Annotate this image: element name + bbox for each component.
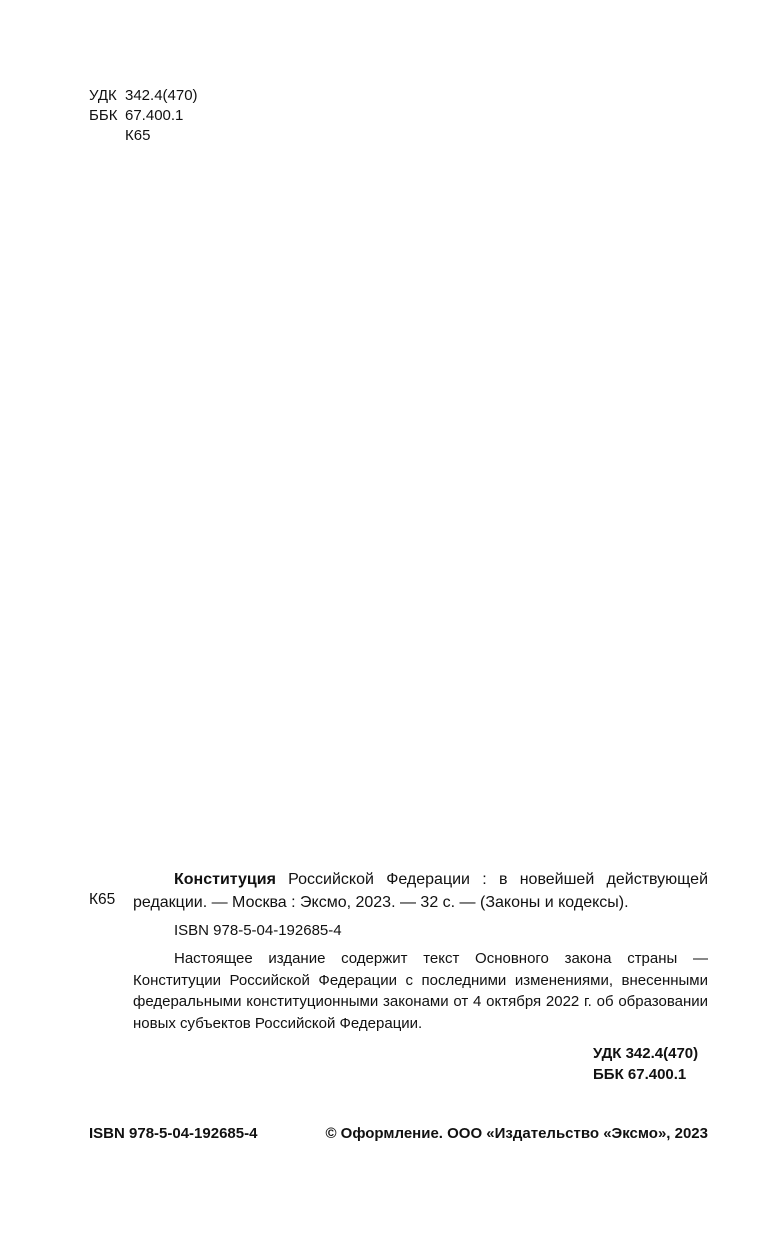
record-title: Конституция xyxy=(174,871,276,888)
classification-block-right xyxy=(593,1043,698,1085)
bbk-value: 67.400.1 xyxy=(125,107,184,124)
bibliographic-record xyxy=(133,868,708,914)
udk-right: УДК 342.4(470) xyxy=(593,1045,699,1062)
author-mark: К65 xyxy=(89,891,116,908)
bbk-label: ББК xyxy=(89,107,118,124)
udk-value: 342.4(470) xyxy=(125,87,198,104)
annotation-text: Настоящее издание содержит текст Основного закона страны — Конституции Российской Федерации с последними изменениями, внесенными федеральными конституционными законами от 4 октября 2022 г. об образовании новых субъектов Российской Федерации. xyxy=(133,950,708,1032)
footer-copyright: © Оформление. ООО «Издательство «Эксмо», 2023 xyxy=(325,1125,708,1142)
bbk-right: ББК 67.400.1 xyxy=(593,1066,687,1083)
annotation xyxy=(133,948,708,1034)
classification-block-top xyxy=(89,86,198,146)
bbk-row xyxy=(89,106,198,126)
udk-row xyxy=(89,86,198,106)
record-description: Российской Федерации : в новейшей действующей редакции. — Москва : Эксмо, 2023. — 32 с. — (Законы и кодексы). xyxy=(133,871,708,911)
author-mark-top: К65 xyxy=(125,127,151,144)
isbn-line: ISBN 978-5-04-192685-4 xyxy=(174,922,342,939)
footer-isbn: ISBN 978-5-04-192685-4 xyxy=(89,1125,258,1142)
udk-label: УДК xyxy=(89,87,117,104)
